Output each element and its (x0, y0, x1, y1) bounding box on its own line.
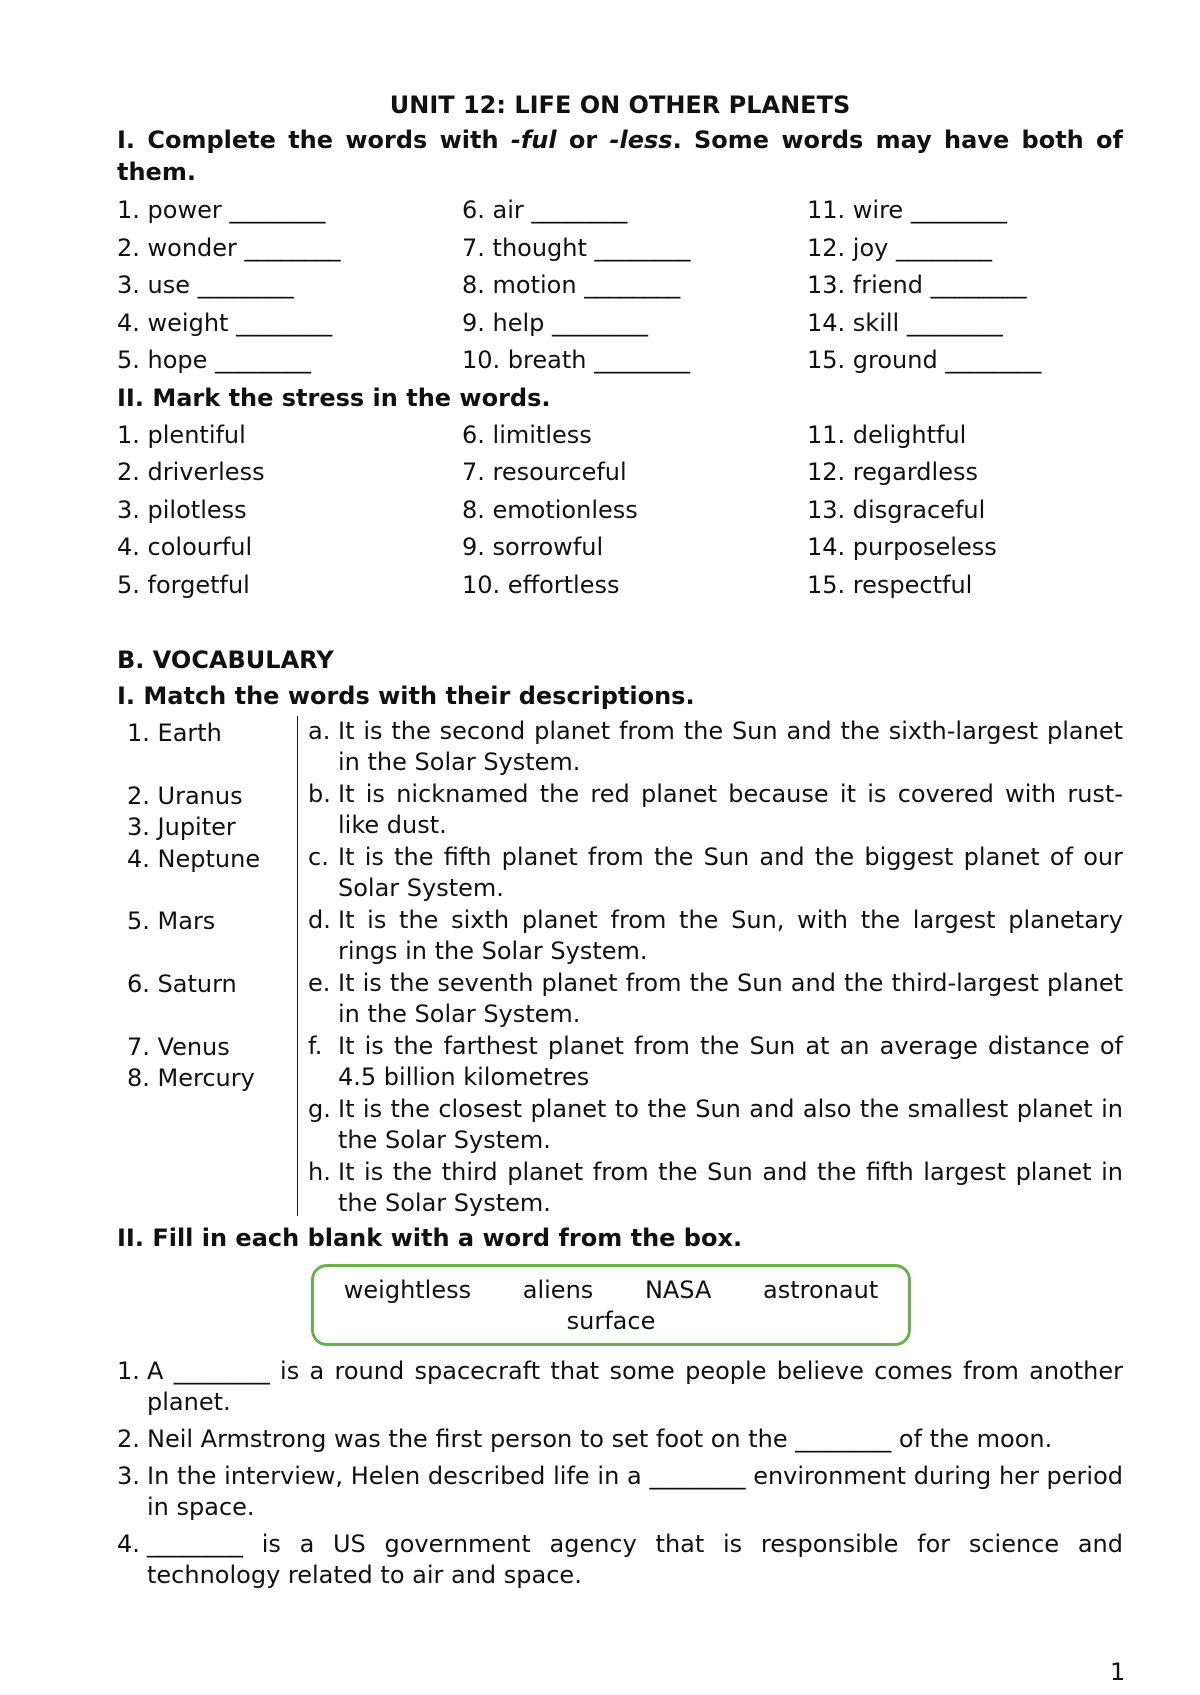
suffix-exercise-list (117, 192, 1123, 380)
word-box (311, 1264, 911, 1346)
planet-item: 7. Venus (127, 1033, 230, 1061)
box-word: aliens (522, 1276, 594, 1304)
description-item: b. It is nicknamed the red planet because it is covered with rust-like dust. (308, 780, 1123, 839)
list-item: 5. hope ________ (117, 346, 312, 374)
section1-heading: I. Complete the words with -ful or -less. Some words may have both of them. (117, 126, 1123, 186)
question-item: 2. Neil Armstrong was the first person to set foot on the ________ of the moon. (117, 1425, 1053, 1453)
description-item: e. It is the seventh planet from the Sun and the third-largest planet in the Solar System. (308, 969, 1123, 1028)
list-item: 14. purposeless (807, 533, 997, 561)
list-item: 6. air ________ (462, 196, 628, 224)
list-item: 10. effortless (462, 570, 620, 599)
list-item: 7. resourceful (462, 458, 627, 486)
list-item: 13. friend ________ (807, 271, 1027, 299)
description-column (298, 716, 1123, 1220)
description-item: h. It is the third planet from the Sun and the fifth largest planet in the Solar System. (308, 1158, 1123, 1217)
planet-item: 8. Mercury (127, 1064, 255, 1092)
list-item: 14. skill ________ (807, 308, 1003, 337)
planet-item: 5. Mars (127, 907, 216, 935)
page-number: 1 (1110, 1658, 1126, 1686)
matching-exercise (117, 716, 1123, 1220)
suffix-less: -less (609, 126, 673, 154)
list-item: 3. pilotless (117, 495, 247, 524)
question-item: 4. ________ is a US government agency that is responsible for science and technology related to air and space. (117, 1530, 1123, 1589)
suffix-ful: -ful (510, 126, 557, 154)
planet-item: 2. Uranus (127, 782, 243, 810)
box-word: astronaut (763, 1276, 879, 1304)
list-item: 13. disgraceful (807, 495, 986, 524)
list-item: 2. driverless (117, 458, 265, 486)
section2-heading: II. Mark the stress in the words. (117, 383, 551, 412)
box-word: NASA (644, 1276, 712, 1304)
list-item: 15. ground ________ (807, 346, 1042, 374)
list-item: 8. emotionless (462, 495, 638, 524)
fill-questions (117, 1356, 1123, 1591)
list-item: 11. wire ________ (807, 196, 1007, 224)
worksheet-page (117, 88, 1123, 1597)
planet-item: 3. Jupiter (127, 813, 236, 841)
list-item: 9. help ________ (462, 308, 649, 337)
list-item: 1. power ________ (117, 196, 326, 224)
box-word: weightless (343, 1276, 472, 1304)
planet-column (117, 716, 298, 1216)
list-item: 12. regardless (807, 458, 978, 486)
list-item: 9. sorrowful (462, 533, 604, 561)
description-item: a. It is the second planet from the Sun and the sixth-largest planet in the Solar System. (308, 717, 1123, 776)
description-item: g. It is the closest planet to the Sun and also the smallest planet in the Solar System. (308, 1095, 1123, 1154)
unit-title: UNIT 12: LIFE ON OTHER PLANETS (389, 91, 851, 119)
question-item: 1. A ________ is a round spacecraft that some people believe comes from another planet. (117, 1357, 1123, 1416)
list-item: 15. respectful (807, 570, 973, 599)
description-item: f. It is the farthest planet from the Sun at an average distance of 4.5 billion kilometres (308, 1032, 1123, 1091)
list-item: 1. plentiful (117, 420, 246, 449)
planet-item: 1. Earth (127, 719, 222, 747)
match-heading: I. Match the words with their descriptions. (117, 682, 695, 710)
planet-item: 6. Saturn (127, 970, 237, 998)
list-item: 7. thought ________ (462, 233, 691, 262)
stress-exercise-list (117, 417, 1123, 605)
list-item: 10. breath ________ (462, 346, 691, 374)
list-item: 5. forgetful (117, 570, 250, 599)
description-item: c. It is the fifth planet from the Sun and the biggest planet of our Solar System. (308, 843, 1123, 902)
description-item: d. It is the sixth planet from the Sun, with the largest planetary rings in the Solar System. (308, 906, 1123, 965)
list-item: 12. joy ________ (807, 233, 992, 262)
list-item: 3. use ________ (117, 271, 294, 299)
list-item: 6. limitless (462, 420, 592, 449)
question-item: 3. In the interview, Helen described life in a ________ environment during her period in space. (117, 1462, 1123, 1521)
fill-heading: II. Fill in each blank with a word from the box. (117, 1224, 743, 1252)
list-item: 4. colourful (117, 533, 253, 561)
planet-item: 4. Neptune (127, 845, 261, 873)
box-word: surface (566, 1307, 656, 1335)
list-item: 2. wonder ________ (117, 233, 341, 262)
list-item: 11. delightful (807, 420, 967, 449)
list-item: 4. weight ________ (117, 308, 333, 337)
vocabulary-heading: B. VOCABULARY (117, 646, 334, 674)
list-item: 8. motion ________ (462, 271, 681, 299)
